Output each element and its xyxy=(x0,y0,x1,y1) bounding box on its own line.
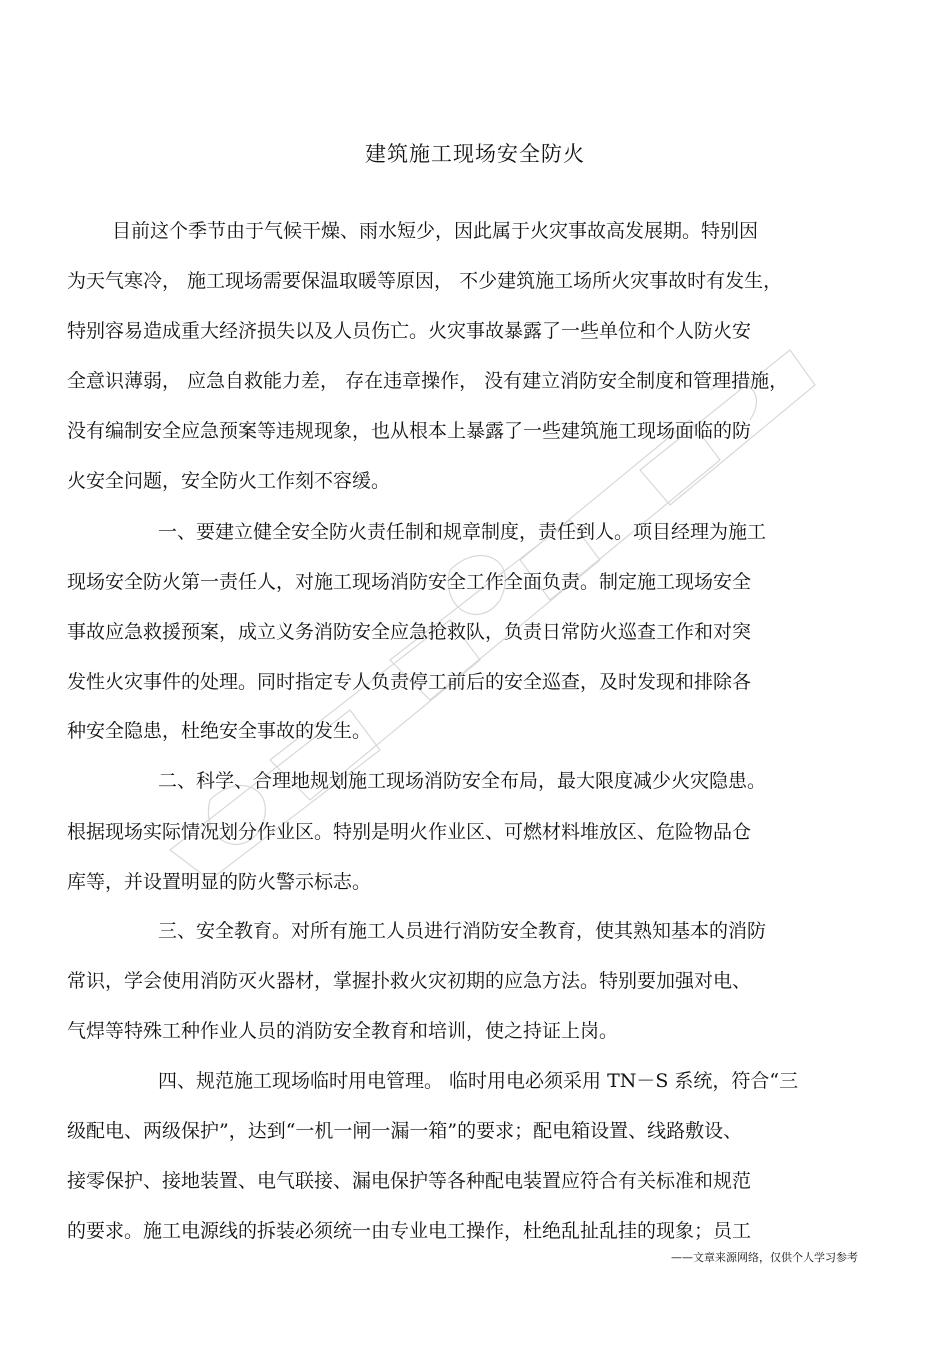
paragraph-line: 一、要建立健全安全防火责任制和规章制度，责任到人。项目经理为施工 xyxy=(158,521,767,543)
paragraph-line: 为天气寒冷， 施工现场需要保温取暖等原因， 不少建筑施工场所火灾事故时有发生， xyxy=(67,270,783,292)
paragraph-line: 火安全问题，安全防火工作刻不容缓。 xyxy=(67,470,391,492)
paragraph-line: 发性火灾事件的处理。同时指定专人负责停工前后的安全巡查，及时发现和排除各 xyxy=(67,671,752,693)
paragraph-line: 二、科学、合理地规划施工现场消防安全布局，最大限度减少火灾隐患。 xyxy=(158,770,767,792)
paragraph-line: 库等，并设置明显的防火警示标志。 xyxy=(67,871,372,893)
paragraph-line: 常识，学会使用消防灭火器材，掌握扑救火灾初期的应急方法。特别要加强对电、 xyxy=(67,970,752,992)
paragraph-line: 特别容易造成重大经济损失以及人员伤亡。火灾事故暴露了一些单位和个人防火安 xyxy=(67,320,752,342)
paragraph-line: 接零保护、接地装置、电气联接、漏电保护等各种配电装置应符合有关标准和规范 xyxy=(67,1170,752,1192)
paragraph-line: 四、规范施工现场临时用电管理。 临时用电必须采用 TN－S 系统，符合“三 xyxy=(158,1070,799,1092)
footer-note: ——文章来源网络，仅供个人学习参考 xyxy=(671,1251,858,1264)
paragraph-line: 种安全隐患，杜绝安全事故的发生。 xyxy=(67,720,372,742)
paragraph-line: 根据现场实际情况划分作业区。特别是明火作业区、可燃材料堆放区、危险物品仓 xyxy=(67,821,752,843)
document-title: 建筑施工现场安全防火 xyxy=(365,142,585,166)
paragraph-line: 目前这个季节由于气候干燥、雨水短少，因此属于火灾事故高发展期。特别因 xyxy=(112,220,759,242)
paragraph-line: 气焊等特殊工种作业人员的消防安全教育和培训，使之持证上岗。 xyxy=(67,1020,619,1042)
watermark-graphic xyxy=(150,330,830,890)
paragraph-line: 三、安全教育。对所有施工人员进行消防安全教育，使其熟知基本的消防 xyxy=(158,920,767,942)
paragraph-line: 全意识薄弱， 应急自救能力差， 存在违章操作， 没有建立消防安全制度和管理措施， xyxy=(67,370,789,392)
paragraph-line: 的要求。施工电源线的拆装必须统一由专业电工操作，杜绝乱扯乱挂的现象；员工 xyxy=(67,1220,752,1242)
paragraph-line: 没有编制安全应急预案等违规现象，也从根本上暴露了一些建筑施工现场面临的防 xyxy=(67,420,752,442)
paragraph-line: 事故应急救援预案，成立义务消防安全应急抢救队，负责日常防火巡查工作和对突 xyxy=(67,621,752,643)
paragraph-line: 级配电、两级保护”，达到“一机一闸一漏一箱”的要求；配电箱设置、线路敷设、 xyxy=(67,1120,743,1142)
paragraph-line: 现场安全防火第一责任人，对施工现场消防安全工作全面负责。制定施工现场安全 xyxy=(67,571,752,593)
